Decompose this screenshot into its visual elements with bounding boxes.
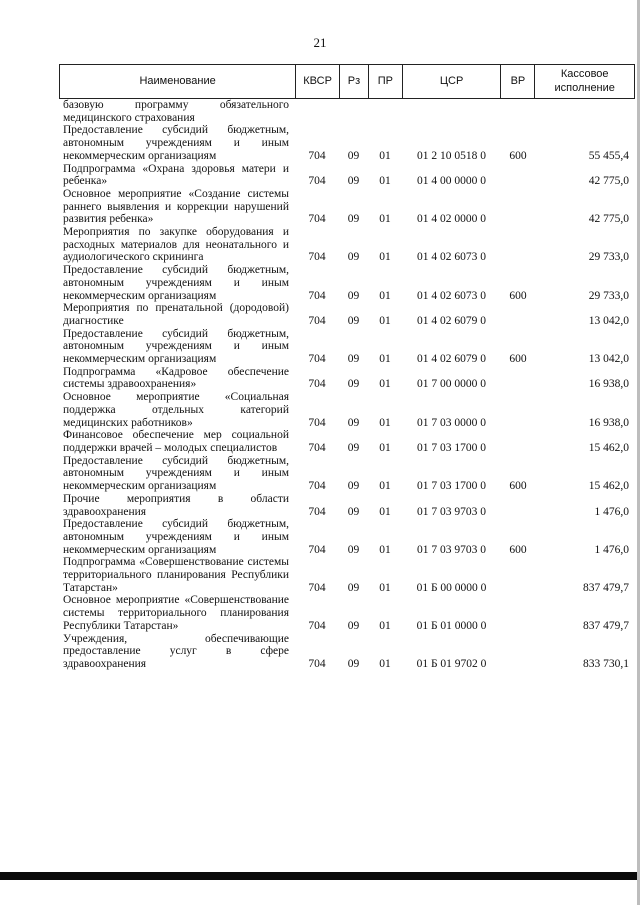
cell-pr: 01 [379, 441, 391, 454]
cell-name: Предоставление субсидий бюджетным, автономным учреждениям и иным некоммерческим организациям [63, 454, 289, 493]
table-row [59, 124, 635, 162]
cell-pr: 01 [379, 543, 391, 556]
cell-execution: 13 042,0 [588, 314, 629, 327]
cell-name: Прочие мероприятия в области здравоохранения [63, 492, 289, 518]
cell-name: Основное мероприятие «Совершенствование системы территориального планирования Республики Татарстан» [63, 594, 289, 632]
cell-name: Предоставление субсидий бюджетным, автономным учреждениям и иным некоммерческим организациям [63, 124, 289, 162]
table-header [59, 64, 635, 99]
cell-pr: 01 [379, 581, 391, 594]
header-vr: ВР [500, 65, 534, 98]
cell-rz: 09 [347, 378, 360, 391]
cell-csr: 01 7 03 9703 0 [417, 543, 486, 556]
cell-kvsr: 704 [308, 314, 326, 327]
cell-execution: 42 775,0 [588, 175, 629, 188]
cell-pr: 01 [379, 149, 391, 162]
table-row [59, 99, 635, 124]
cell-name: Мероприятия по закупке оборудования и расходных материалов для неонатального и аудиологического скрининга [63, 226, 289, 264]
table-body [59, 99, 635, 671]
cell-csr: 01 7 03 0000 0 [417, 416, 486, 429]
cell-execution: 15 462,0 [588, 480, 629, 493]
header-execution: Кассовое исполнение [534, 65, 634, 98]
cell-name: Подпрограмма «Охрана здоровья матери и ребенка» [63, 162, 289, 188]
table-row [59, 226, 635, 264]
cell-pr: 01 [379, 480, 391, 493]
cell-kvsr: 704 [308, 353, 326, 366]
cell-csr: 01 7 03 1700 0 [417, 480, 486, 493]
cell-name: Подпрограмма «Совершенствование системы территориального планирования Республики Татарстан» [63, 556, 289, 594]
cell-execution: 1 476,0 [594, 505, 629, 518]
cell-name: базовую программу обязательного медицинского страхования [63, 99, 289, 124]
table-row [59, 328, 635, 366]
cell-kvsr: 704 [308, 619, 326, 632]
cell-rz: 09 [347, 441, 360, 454]
cell-csr: 01 4 00 0000 0 [417, 175, 486, 188]
cell-rz: 09 [347, 213, 360, 226]
cell-name: Основное мероприятие «Социальная поддержка отдельных категорий медицинских работников» [63, 391, 289, 429]
cell-rz: 09 [347, 289, 360, 302]
table-row [59, 302, 635, 327]
cell-rz: 09 [347, 149, 360, 162]
cell-rz: 09 [347, 657, 360, 670]
cell-name: Основное мероприятие «Создание системы раннего выявления и коррекции нарушений развития ребенка» [63, 187, 289, 226]
cell-name: Подпрограмма «Кадровое обеспечение системы здравоохранения» [63, 365, 289, 391]
table-row [59, 455, 635, 493]
cell-csr: 01 7 00 0000 0 [417, 378, 486, 391]
cell-rz: 09 [347, 251, 360, 264]
cell-csr: 01 4 02 0000 0 [417, 213, 486, 226]
table-row [59, 518, 635, 556]
cell-rz: 09 [347, 505, 360, 518]
cell-kvsr: 704 [308, 251, 326, 264]
table-row [59, 633, 635, 671]
table-row [59, 188, 635, 226]
table-row [59, 391, 635, 429]
cell-csr: 01 2 10 0518 0 [417, 149, 486, 162]
cell-rz: 09 [347, 314, 360, 327]
cell-csr: 01 Б 01 0000 0 [416, 619, 487, 632]
cell-kvsr: 704 [308, 441, 326, 454]
cell-kvsr: 704 [308, 657, 326, 670]
budget-table [59, 64, 635, 671]
table-row [59, 556, 635, 594]
cell-pr: 01 [379, 657, 391, 670]
table-row [59, 594, 635, 632]
table-row [59, 493, 635, 518]
cell-csr: 01 4 02 6073 0 [417, 289, 486, 302]
cell-execution: 42 775,0 [588, 213, 629, 226]
cell-rz: 09 [347, 416, 360, 429]
cell-rz: 09 [347, 480, 360, 493]
cell-name: Финансовое обеспечение мер социальной поддержки врачей – молодых специалистов [63, 429, 289, 454]
cell-kvsr: 704 [308, 581, 326, 594]
cell-execution: 16 938,0 [588, 416, 629, 429]
scan-border-bottom [0, 872, 640, 880]
cell-pr: 01 [379, 378, 391, 391]
cell-csr: 01 Б 00 0000 0 [416, 581, 487, 594]
cell-kvsr: 704 [308, 416, 326, 429]
cell-vr: 600 [509, 149, 527, 162]
header-csr: ЦСР [402, 65, 501, 98]
header-pr: ПР [368, 65, 402, 98]
cell-csr: 01 4 02 6079 0 [417, 314, 486, 327]
cell-name: Предоставление субсидий бюджетным, автономным учреждениям и иным некоммерческим организациям [63, 264, 289, 302]
cell-name: Предоставление субсидий бюджетным, автономным учреждениям и иным некоммерческим организациям [63, 518, 289, 556]
table-row [59, 366, 635, 391]
header-rz: Рз [339, 65, 368, 98]
cell-execution: 29 733,0 [588, 289, 629, 302]
cell-pr: 01 [379, 251, 391, 264]
cell-kvsr: 704 [308, 480, 326, 493]
cell-pr: 01 [379, 353, 391, 366]
cell-pr: 01 [379, 175, 391, 188]
cell-rz: 09 [347, 353, 360, 366]
cell-csr: 01 4 02 6079 0 [417, 353, 486, 366]
cell-execution: 15 462,0 [588, 441, 629, 454]
cell-execution: 833 730,1 [583, 657, 629, 670]
cell-kvsr: 704 [308, 289, 326, 302]
cell-execution: 13 042,0 [588, 353, 629, 366]
cell-execution: 837 479,7 [583, 581, 629, 594]
cell-csr: 01 4 02 6073 0 [417, 251, 486, 264]
cell-execution: 1 476,0 [594, 543, 629, 556]
cell-rz: 09 [347, 581, 360, 594]
cell-execution: 837 479,7 [583, 619, 629, 632]
table-row [59, 163, 635, 188]
cell-name: Учреждения, обеспечивающие предоставление услуг в сфере здравоохранения [63, 632, 289, 670]
table-row [59, 429, 635, 454]
cell-vr: 600 [509, 480, 527, 493]
cell-execution: 16 938,0 [588, 378, 629, 391]
cell-kvsr: 704 [308, 175, 326, 188]
cell-name: Мероприятия по пренатальной (дородовой) диагностике [63, 302, 289, 327]
cell-rz: 09 [347, 175, 360, 188]
header-kvsr: КВСР [295, 65, 339, 98]
page-number: 21 [313, 35, 327, 50]
cell-execution: 29 733,0 [588, 251, 629, 264]
cell-kvsr: 704 [308, 543, 326, 556]
cell-pr: 01 [379, 314, 391, 327]
header-name: Наименование [139, 74, 216, 87]
cell-rz: 09 [347, 619, 360, 632]
cell-execution: 55 455,4 [588, 149, 629, 162]
cell-name: Предоставление субсидий бюджетным, автономным учреждениям и иным некоммерческим организациям [63, 327, 289, 366]
cell-pr: 01 [379, 416, 391, 429]
cell-vr: 600 [509, 353, 527, 366]
cell-kvsr: 704 [308, 505, 326, 518]
cell-pr: 01 [379, 505, 391, 518]
cell-kvsr: 704 [308, 213, 326, 226]
cell-kvsr: 704 [308, 149, 326, 162]
cell-csr: 01 Б 01 9702 0 [416, 657, 487, 670]
cell-rz: 09 [347, 543, 360, 556]
cell-pr: 01 [379, 289, 391, 302]
cell-kvsr: 704 [308, 378, 326, 391]
cell-vr: 600 [509, 289, 527, 302]
cell-pr: 01 [379, 619, 391, 632]
table-row [59, 264, 635, 302]
cell-csr: 01 7 03 9703 0 [417, 505, 486, 518]
cell-csr: 01 7 03 1700 0 [417, 441, 486, 454]
cell-vr: 600 [509, 543, 527, 556]
cell-pr: 01 [379, 213, 391, 226]
